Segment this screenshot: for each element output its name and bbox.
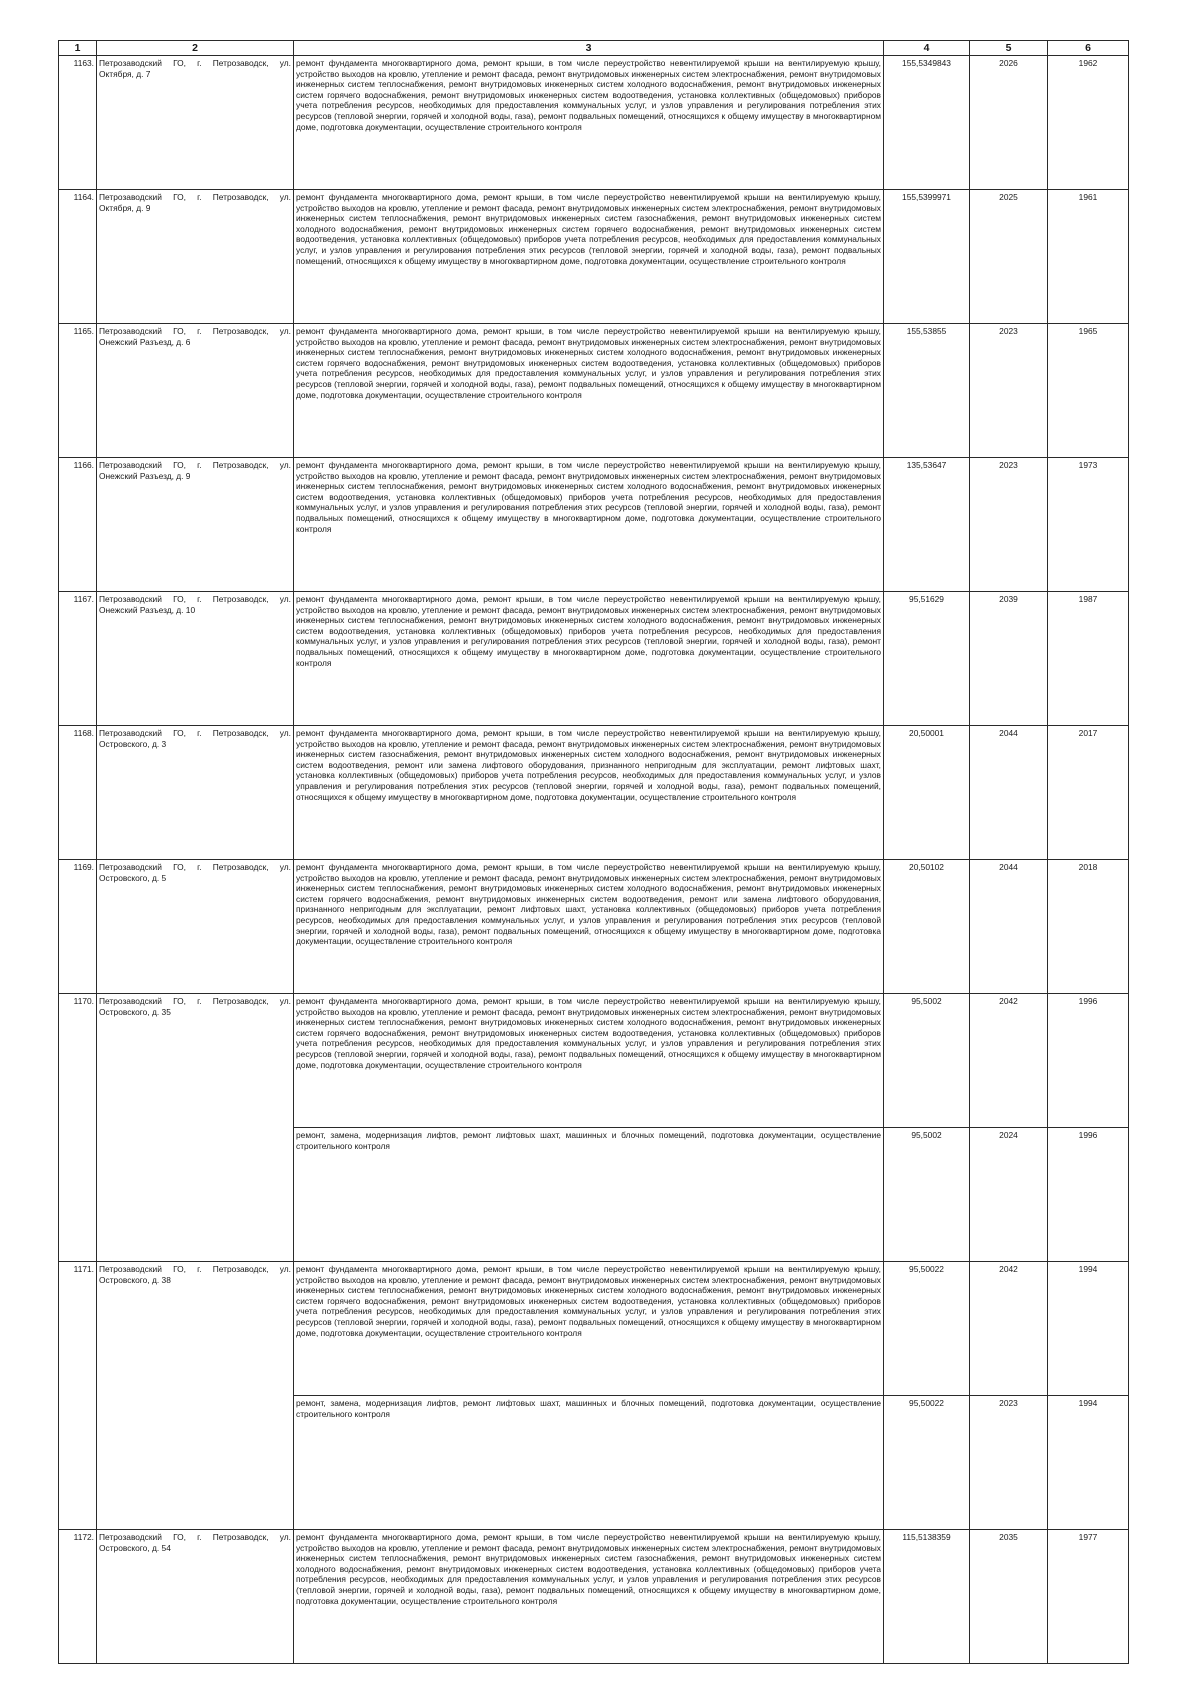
construction-year: 2018 — [1048, 860, 1129, 994]
construction-year: 1965 — [1048, 324, 1129, 458]
construction-year: 1973 — [1048, 458, 1129, 592]
row-number: 1172. — [59, 1530, 97, 1664]
planned-year: 2023 — [970, 1396, 1048, 1530]
work-types: ремонт фундамента многоквартирного дома, ремонт крыши, в том числе переустройство невентилируемой крыши на вентилируемую крышу, устройство выходов на кровлю, утепление и ремонт фасада, ремонт внутридомовых инженерных систем электроснабжения, ремонт внутридомовых инженерных систем газоснабжения, ремонт внутридомовых инженерных систем холодного водоснабжения, ремонт внутридомовых инженерных систем водоотведения, ремонт или замена лифтового оборудования, признанного непригодным для эксплуатации, ремонт лифтовых шахт, установка коллективных (общедомовых) приборов учета потребления ресурсов, необходимых для предоставления коммунальных услуг, и узлов управления и регулирования потребления этих ресурсов (тепловой энергии, горячей и холодной воды, газа), ремонт подвальных помещений, относящихся к общему имуществу в многоквартирном доме, подготовка документации, осуществление строительного контроля — [294, 726, 884, 860]
work-types: ремонт фундамента многоквартирного дома, ремонт крыши, в том числе переустройство невентилируемой крыши на вентилируемую крышу, устройство выходов на кровлю, утепление и ремонт фасада, ремонт внутридомовых инженерных систем электроснабжения, ремонт внутридомовых инженерных систем теплоснабжения, ремонт внутридомовых инженерных систем холодного водоснабжения, ремонт внутридомовых инженерных систем горячего водоснабжения, ремонт внутридомовых инженерных систем водоотведения, ремонт или замена лифтового оборудования, признанного непригодным для эксплуатации, ремонт лифтовых шахт, установка коллективных (общедомовых) приборов учета потребления ресурсов, необходимых для предоставления коммунальных услуг, и узлов управления и регулирования потребления этих ресурсов (тепловой энергии, горячей и холодной воды, газа), ремонт подвальных помещений, относящихся к общему имуществу в многоквартирном доме, подготовка документации, осуществление строительного контроля — [294, 860, 884, 994]
cost-value: 95,50022 — [884, 1396, 970, 1530]
elevator-work-types: ремонт, замена, модернизация лифтов, ремонт лифтовых шахт, машинных и блочных помещений, подготовка документации, осуществление строительного контроля — [294, 1128, 884, 1262]
building-address: Петрозаводский ГО, г. Петрозаводск, ул. Островского, д. 3 — [97, 726, 294, 860]
header-row — [59, 41, 1129, 56]
work-types: ремонт фундамента многоквартирного дома, ремонт крыши, в том числе переустройство невентилируемой крыши на вентилируемую крышу, устройство выходов на кровлю, утепление и ремонт фасада, ремонт внутридомовых инженерных систем электроснабжения, ремонт внутридомовых инженерных систем теплоснабжения, ремонт внутридомовых инженерных систем холодного водоснабжения, ремонт внутридомовых инженерных систем горячего водоснабжения, ремонт внутридомовых инженерных систем водоотведения, установка коллективных (общедомовых) приборов учета потребления ресурсов, необходимых для предоставления коммунальных услуг, и узлов управления и регулирования потребления этих ресурсов (тепловой энергии, горячей и холодной воды, газа), ремонт подвальных помещений, относящихся к общему имуществу в многоквартирном доме, подготовка документации, осуществление строительного контроля — [294, 56, 884, 190]
cost-value: 20,50001 — [884, 726, 970, 860]
planned-year: 2024 — [970, 1128, 1048, 1262]
planned-year: 2044 — [970, 726, 1048, 860]
work-types: ремонт фундамента многоквартирного дома, ремонт крыши, в том числе переустройство невентилируемой крыши на вентилируемую крышу, устройство выходов на кровлю, утепление и ремонт фасада, ремонт внутридомовых инженерных систем электроснабжения, ремонт внутридомовых инженерных систем теплоснабжения, ремонт внутридомовых инженерных систем холодного водоснабжения, ремонт внутридомовых инженерных систем водоотведения, установка коллективных (общедомовых) приборов учета потребления ресурсов, необходимых для предоставления коммунальных услуг, и узлов управления и регулирования потребления этих ресурсов (тепловой энергии, горячей и холодной воды, газа), ремонт подвальных помещений, относящихся к общему имуществу в многоквартирном доме, подготовка документации, осуществление строительного контроля — [294, 458, 884, 592]
cost-value: 155,5349843 — [884, 56, 970, 190]
cost-value: 155,5399971 — [884, 190, 970, 324]
column-header-3: 3 — [294, 41, 884, 56]
row-number: 1167. — [59, 592, 97, 726]
construction-year: 1994 — [1048, 1262, 1129, 1396]
building-address: Петрозаводский ГО, г. Петрозаводск, ул. Островского, д. 5 — [97, 860, 294, 994]
planned-year: 2035 — [970, 1530, 1048, 1664]
building-address: Петрозаводский ГО, г. Петрозаводск, ул. Онежский Разъезд, д. 10 — [97, 592, 294, 726]
building-address: Петрозаводский ГО, г. Петрозаводск, ул. Островского, д. 35 — [97, 994, 294, 1262]
planned-year: 2042 — [970, 994, 1048, 1128]
cost-value: 95,50022 — [884, 1262, 970, 1396]
cost-value: 20,50102 — [884, 860, 970, 994]
construction-year: 1962 — [1048, 56, 1129, 190]
table-row — [59, 860, 1129, 994]
column-header-6: 6 — [1048, 41, 1129, 56]
cost-value: 135,53647 — [884, 458, 970, 592]
table-row — [59, 1262, 1129, 1396]
table-row — [59, 994, 1129, 1128]
planned-year: 2023 — [970, 458, 1048, 592]
building-address: Петрозаводский ГО, г. Петрозаводск, ул. Октября, д. 7 — [97, 56, 294, 190]
construction-year: 1994 — [1048, 1396, 1129, 1530]
cost-value: 95,5002 — [884, 994, 970, 1128]
planned-year: 2039 — [970, 592, 1048, 726]
building-address: Петрозаводский ГО, г. Петрозаводск, ул. Онежский Разъезд, д. 6 — [97, 324, 294, 458]
row-number: 1170. — [59, 994, 97, 1262]
work-types: ремонт фундамента многоквартирного дома, ремонт крыши, в том числе переустройство невентилируемой крыши на вентилируемую крышу, устройство выходов на кровлю, утепление и ремонт фасада, ремонт внутридомовых инженерных систем электроснабжения, ремонт внутридомовых инженерных систем теплоснабжения, ремонт внутридомовых инженерных систем холодного водоснабжения, ремонт внутридомовых инженерных систем горячего водоснабжения, ремонт внутридомовых инженерных систем водоотведения, установка коллективных (общедомовых) приборов учета потребления ресурсов, необходимых для предоставления коммунальных услуг, и узлов управления и регулирования потребления этих ресурсов (тепловой энергии, горячей и холодной воды, газа), ремонт подвальных помещений, относящихся к общему имуществу в многоквартирном доме, подготовка документации, осуществление строительного контроля — [294, 994, 884, 1128]
building-address: Петрозаводский ГО, г. Петрозаводск, ул. Островского, д. 38 — [97, 1262, 294, 1530]
work-types: ремонт фундамента многоквартирного дома, ремонт крыши, в том числе переустройство невентилируемой крыши на вентилируемую крышу, устройство выходов на кровлю, утепление и ремонт фасада, ремонт внутридомовых инженерных систем электроснабжения, ремонт внутридомовых инженерных систем теплоснабжения, ремонт внутридомовых инженерных систем холодного водоснабжения, ремонт внутридомовых инженерных систем горячего водоснабжения, ремонт внутридомовых инженерных систем водоотведения, установка коллективных (общедомовых) приборов учета потребления ресурсов, необходимых для предоставления коммунальных услуг, и узлов управления и регулирования потребления этих ресурсов (тепловой энергии, горячей и холодной воды, газа), ремонт подвальных помещений, относящихся к общему имуществу в многоквартирном доме, подготовка документации, осуществление строительного контроля — [294, 1262, 884, 1396]
planned-year: 2023 — [970, 324, 1048, 458]
building-address: Петрозаводский ГО, г. Петрозаводск, ул. Онежский Разъезд, д. 9 — [97, 458, 294, 592]
cost-value: 95,5002 — [884, 1128, 970, 1262]
row-number: 1166. — [59, 458, 97, 592]
planned-year: 2044 — [970, 860, 1048, 994]
work-types: ремонт фундамента многоквартирного дома, ремонт крыши, в том числе переустройство невентилируемой крыши на вентилируемую крышу, устройство выходов на кровлю, утепление и ремонт фасада, ремонт внутридомовых инженерных систем электроснабжения, ремонт внутридомовых инженерных систем теплоснабжения, ремонт внутридомовых инженерных систем газоснабжения, ремонт внутридомовых инженерных систем холодного водоснабжения, ремонт внутридомовых инженерных систем водоотведения, установка коллективных (общедомовых) приборов учета потребления ресурсов, необходимых для предоставления коммунальных услуг, и узлов управления и регулирования потребления этих ресурсов (тепловой энергии, горячей и холодной воды, газа), ремонт подвальных помещений, относящихся к общему имуществу в многоквартирном доме, подготовка документации, осуществление строительного контроля — [294, 1530, 884, 1664]
column-header-5: 5 — [970, 41, 1048, 56]
table-row — [59, 592, 1129, 726]
planned-year: 2025 — [970, 190, 1048, 324]
row-number: 1164. — [59, 190, 97, 324]
cost-value: 155,53855 — [884, 324, 970, 458]
planned-year: 2026 — [970, 56, 1048, 190]
table-row — [59, 1530, 1129, 1664]
table-row — [59, 324, 1129, 458]
building-address: Петрозаводский ГО, г. Петрозаводск, ул. Октября, д. 9 — [97, 190, 294, 324]
row-number: 1168. — [59, 726, 97, 860]
construction-year: 1987 — [1048, 592, 1129, 726]
construction-year: 1977 — [1048, 1530, 1129, 1664]
column-header-1: 1 — [59, 41, 97, 56]
table-row — [59, 190, 1129, 324]
elevator-work-types: ремонт, замена, модернизация лифтов, ремонт лифтовых шахт, машинных и блочных помещений, подготовка документации, осуществление строительного контроля — [294, 1396, 884, 1530]
work-types: ремонт фундамента многоквартирного дома, ремонт крыши, в том числе переустройство невентилируемой крыши на вентилируемую крышу, устройство выходов на кровлю, утепление и ремонт фасада, ремонт внутридомовых инженерных систем электроснабжения, ремонт внутридомовых инженерных систем теплоснабжения, ремонт внутридомовых инженерных систем холодного водоснабжения, ремонт внутридомовых инженерных систем водоотведения, установка коллективных (общедомовых) приборов учета потребления ресурсов, необходимых для предоставления коммунальных услуг, и узлов управления и регулирования потребления этих ресурсов (тепловой энергии, горячей и холодной воды, газа), ремонт подвальных помещений, относящихся к общему имуществу в многоквартирном доме, подготовка документации, осуществление строительного контроля — [294, 592, 884, 726]
construction-year: 1996 — [1048, 994, 1129, 1128]
row-number: 1165. — [59, 324, 97, 458]
work-types: ремонт фундамента многоквартирного дома, ремонт крыши, в том числе переустройство невентилируемой крыши на вентилируемую крышу, устройство выходов на кровлю, утепление и ремонт фасада, ремонт внутридомовых инженерных систем электроснабжения, ремонт внутридомовых инженерных систем теплоснабжения, ремонт внутридомовых инженерных систем холодного водоснабжения, ремонт внутридомовых инженерных систем горячего водоснабжения, ремонт внутридомовых инженерных систем водоотведения, установка коллективных (общедомовых) приборов учета потребления ресурсов, необходимых для предоставления коммунальных услуг, и узлов управления и регулирования потребления этих ресурсов (тепловой энергии, горячей и холодной воды, газа), ремонт подвальных помещений, относящихся к общему имуществу в многоквартирном доме, подготовка документации, осуществление строительного контроля — [294, 324, 884, 458]
planned-year: 2042 — [970, 1262, 1048, 1396]
cost-value: 95,51629 — [884, 592, 970, 726]
construction-year: 2017 — [1048, 726, 1129, 860]
row-number: 1163. — [59, 56, 97, 190]
table-row — [59, 458, 1129, 592]
row-number: 1171. — [59, 1262, 97, 1530]
table-row — [59, 726, 1129, 860]
capital-repair-table — [58, 40, 1129, 1664]
building-address: Петрозаводский ГО, г. Петрозаводск, ул. Островского, д. 54 — [97, 1530, 294, 1664]
work-types: ремонт фундамента многоквартирного дома, ремонт крыши, в том числе переустройство невентилируемой крыши на вентилируемую крышу, устройство выходов на кровлю, утепление и ремонт фасада, ремонт внутридомовых инженерных систем электроснабжения, ремонт внутридомовых инженерных систем теплоснабжения, ремонт внутридомовых инженерных систем газоснабжения, ремонт внутридомовых инженерных систем холодного водоснабжения, ремонт внутридомовых инженерных систем горячего водоснабжения, ремонт внутридомовых инженерных систем водоотведения, установка коллективных (общедомовых) приборов учета потребления ресурсов, необходимых для предоставления коммунальных услуг, и узлов управления и регулирования потребления этих ресурсов (тепловой энергии, горячей и холодной воды, газа), ремонт подвальных помещений, относящихся к общему имуществу в многоквартирном доме, подготовка документации, осуществление строительного контроля — [294, 190, 884, 324]
construction-year: 1961 — [1048, 190, 1129, 324]
cost-value: 115,5138359 — [884, 1530, 970, 1664]
column-header-2: 2 — [97, 41, 294, 56]
row-number: 1169. — [59, 860, 97, 994]
table-row — [59, 56, 1129, 190]
column-header-4: 4 — [884, 41, 970, 56]
construction-year: 1996 — [1048, 1128, 1129, 1262]
